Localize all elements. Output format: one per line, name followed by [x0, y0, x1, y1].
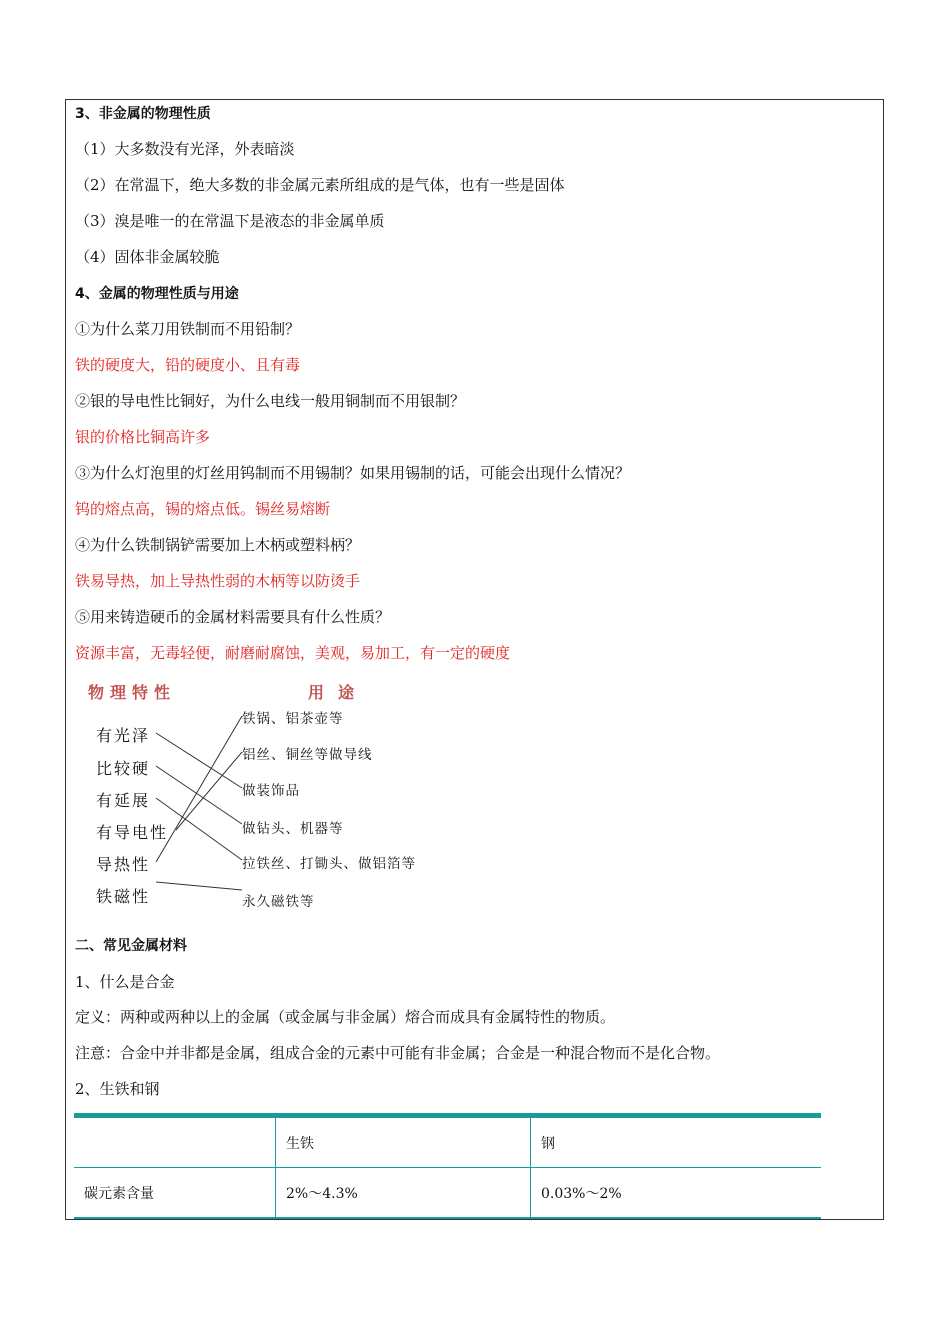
property-label: 导热性 — [96, 855, 151, 874]
answer: 钨的熔点高，锡的熔点低。锡丝易熔断 — [75, 500, 331, 518]
table-cell: 0.03%～2% — [531, 1168, 822, 1219]
subsection-title: 1、什么是合金 — [75, 973, 175, 991]
use-label: 做装饰品 — [242, 783, 300, 799]
table-header-cell: 钢 — [531, 1116, 822, 1168]
question: ①为什么菜刀用铁制而不用铅制？ — [75, 320, 301, 338]
subsection-title: 2、生铁和钢 — [75, 1080, 160, 1098]
answer: 资源丰富，无毒轻便，耐磨耐腐蚀，美观，易加工，有一定的硬度 — [75, 644, 511, 662]
connector-line — [156, 733, 242, 788]
answer: 银的价格比铜高许多 — [75, 428, 211, 446]
section4-title: 4、金属的物理性质与用途 — [75, 286, 239, 302]
connector-line — [156, 798, 242, 860]
use-label: 永久磁铁等 — [242, 894, 315, 910]
table-header-row — [74, 1116, 821, 1168]
connector-line — [156, 882, 242, 890]
section3-item: （2）在常温下，绝大多数的非金属元素所组成的是气体，也有一些是固体 — [75, 176, 565, 194]
table-cell: 碳元素含量 — [74, 1168, 276, 1219]
connector-line — [156, 766, 242, 824]
property-label: 比较硬 — [96, 759, 151, 778]
question: ③为什么灯泡里的灯丝用钨制而不用锡制？如果用锡制的话，可能会出现什么情况？ — [75, 464, 631, 482]
connector-line — [176, 752, 242, 830]
table-header-cell: 生铁 — [276, 1116, 531, 1168]
diagram-header-properties: 物理特性 — [88, 683, 177, 702]
definition-text: 定义：两种或两种以上的金属（或金属与非金属）熔合而成具有金属特性的物质。 — [75, 1008, 616, 1026]
property-use-diagram — [80, 676, 480, 912]
use-label: 拉铁丝、打锄头、做铝箔等 — [242, 856, 416, 872]
question: ④为什么铁制锅铲需要加上木柄或塑料柄？ — [75, 536, 361, 554]
property-label: 铁磁性 — [96, 887, 151, 906]
section3-item: （1）大多数没有光泽，外表暗淡 — [75, 140, 295, 158]
table-row — [74, 1168, 821, 1219]
note-text: 注意：合金中并非都是金属，组成合金的元素中可能有非金属；合金是一种混合物而不是化合物。 — [75, 1044, 721, 1062]
connector-line — [156, 716, 242, 862]
answer: 铁易导热，加上导热性弱的木柄等以防烫手 — [75, 572, 361, 590]
table-header-cell — [74, 1116, 276, 1168]
answer: 铁的硬度大，铅的硬度小、且有毒 — [75, 356, 301, 374]
property-label: 有光泽 — [96, 726, 151, 745]
use-label: 铝丝、铜丝等做导线 — [242, 747, 373, 763]
property-label: 有导电性 — [96, 823, 169, 842]
section3-item: （3）溴是唯一的在常温下是液态的非金属单质 — [75, 212, 385, 230]
section3-item: （4）固体非金属较脆 — [75, 248, 220, 266]
question: ②银的导电性比铜好，为什么电线一般用铜制而不用银制？ — [75, 392, 466, 410]
use-label: 铁锅、铝茶壶等 — [242, 711, 344, 727]
table-cell: 2%～4.3% — [276, 1168, 531, 1219]
section-common-title: 二、常见金属材料 — [75, 938, 187, 954]
property-label: 有延展 — [96, 791, 151, 810]
diagram-header-uses: 用途 — [308, 683, 369, 702]
section3-title: 3、非金属的物理性质 — [75, 106, 211, 122]
use-label: 做钻头、机器等 — [242, 821, 344, 837]
question: ⑤用来铸造硬币的金属材料需要具有什么性质？ — [75, 608, 391, 626]
pig-iron-steel-table — [74, 1113, 821, 1219]
